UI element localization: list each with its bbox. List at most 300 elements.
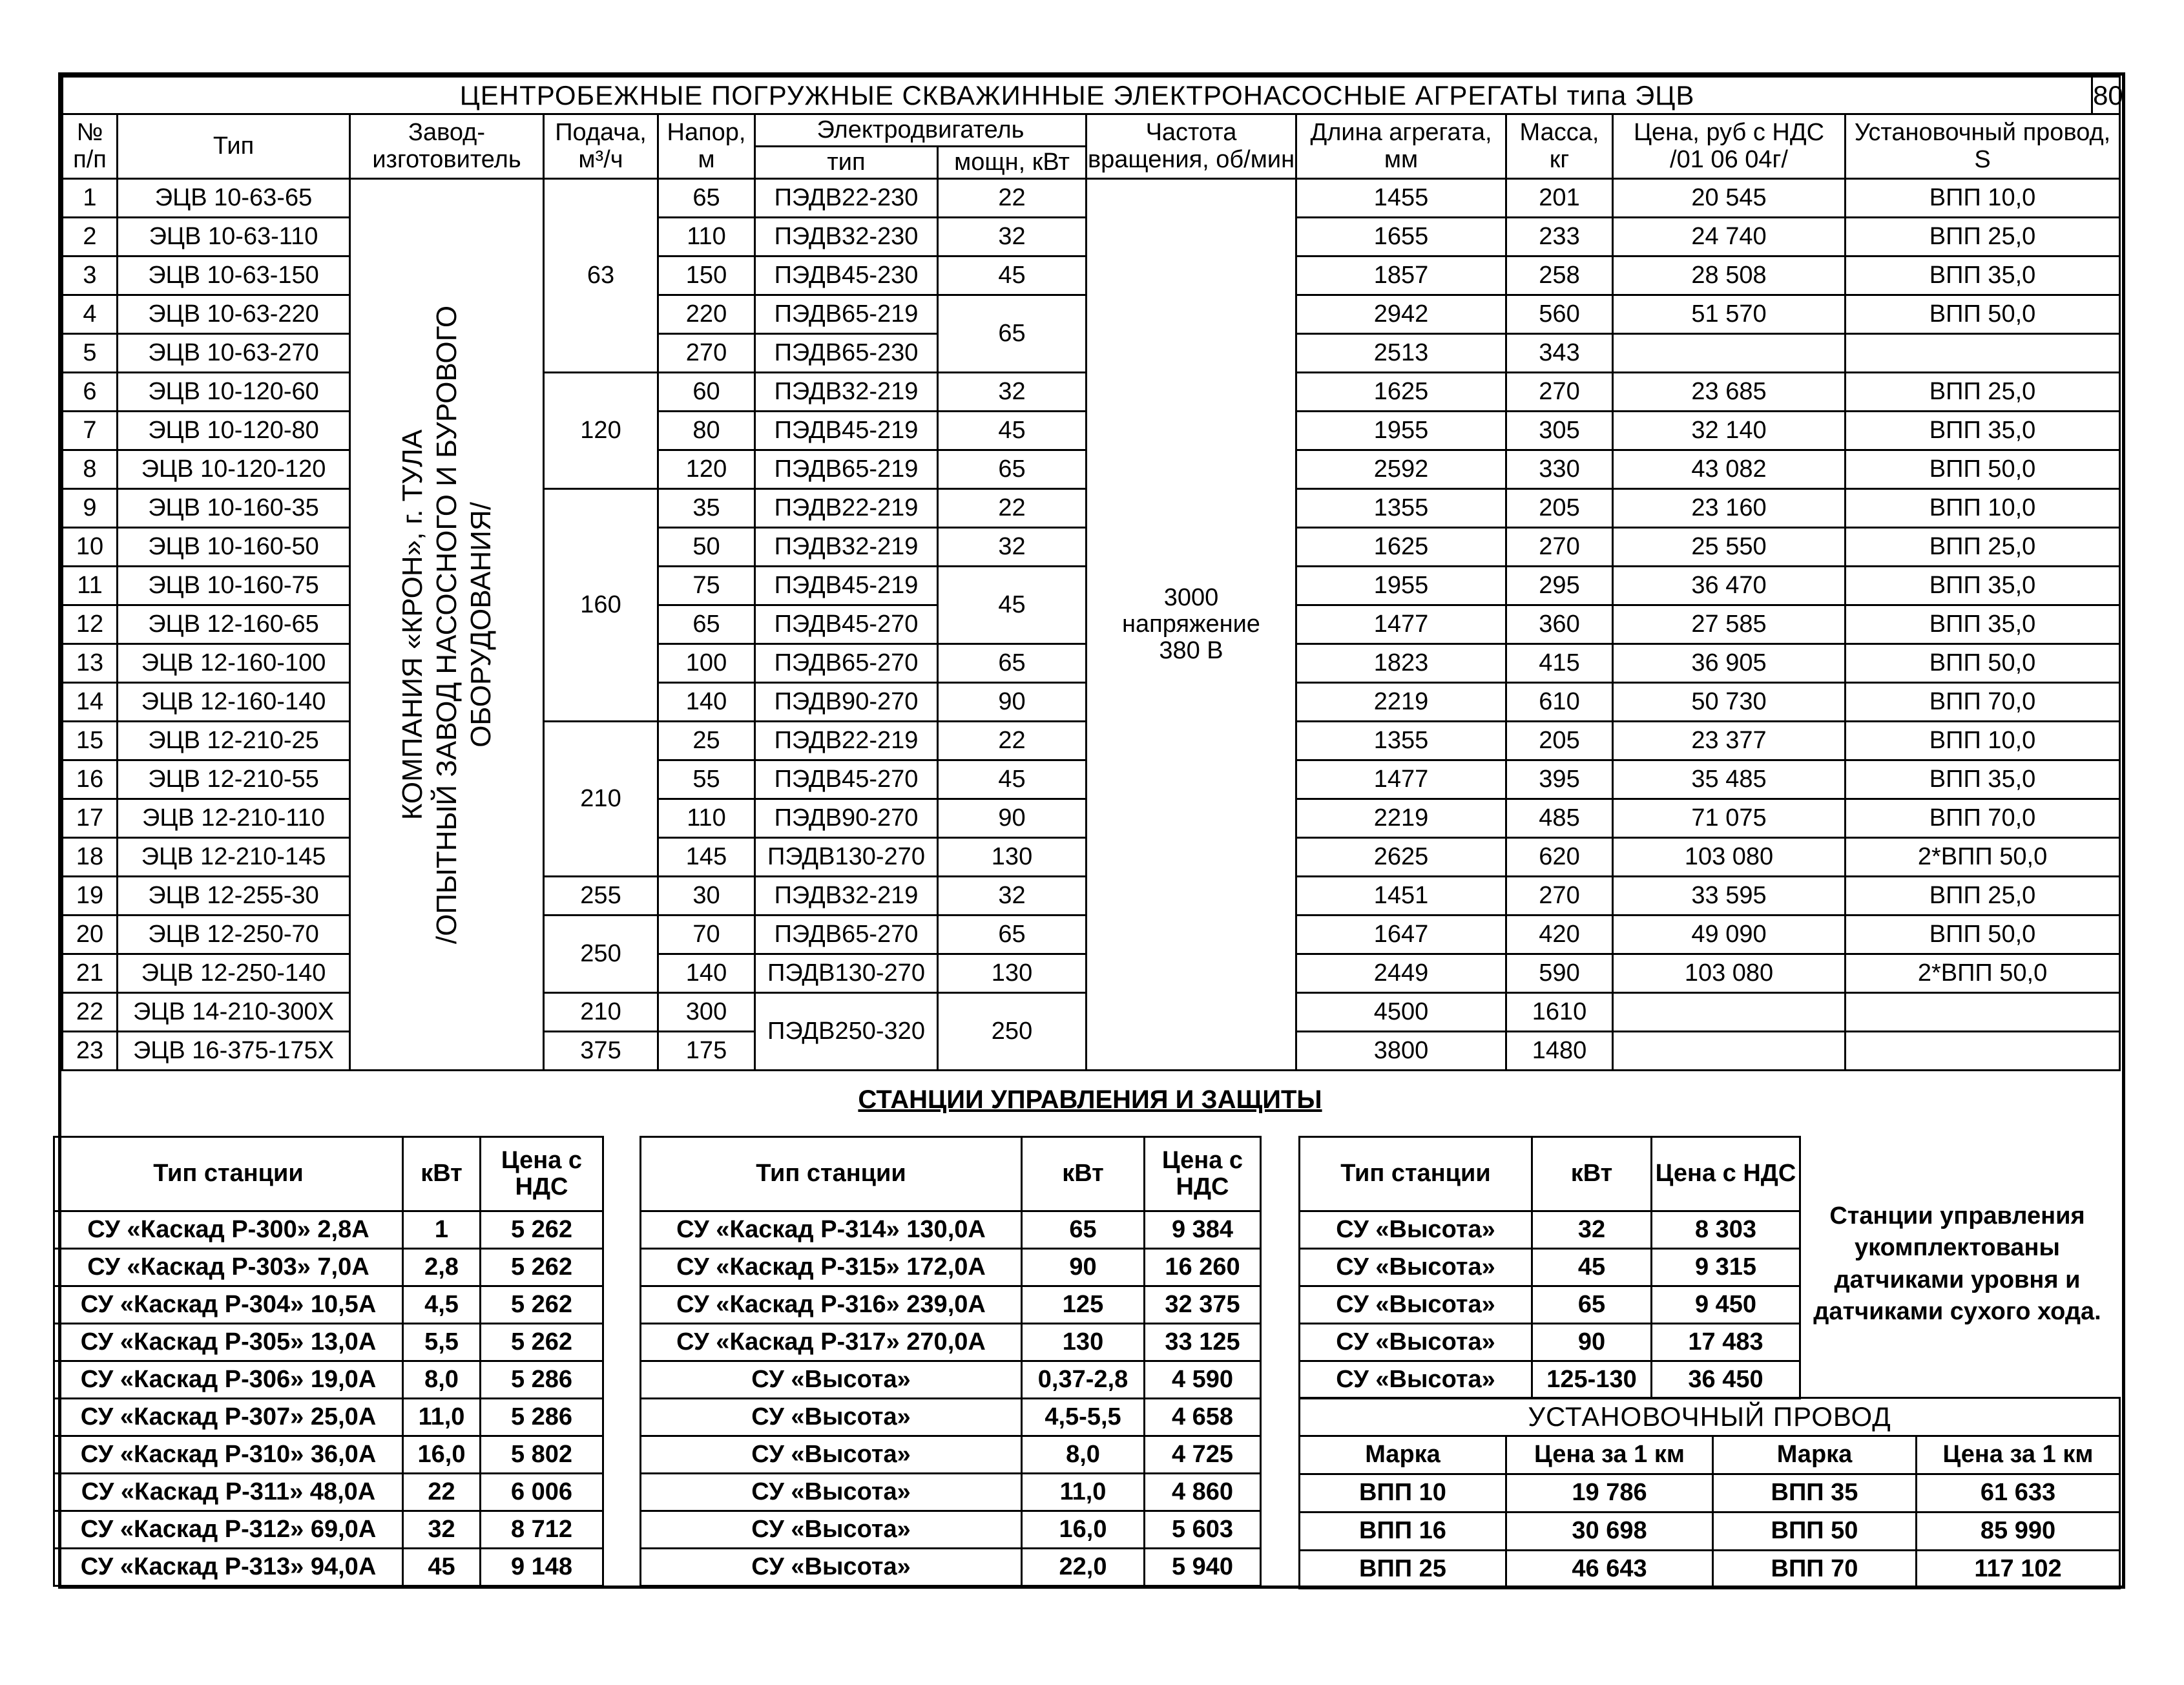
station-type: СУ «Каскад Р-316» 239,0А [641, 1286, 1022, 1324]
motor-type: ПЭДВ45-270 [755, 760, 938, 799]
pump-type: ЭЦВ 12-250-140 [118, 954, 350, 993]
price-value: 24 740 [1613, 218, 1846, 256]
price-value [1613, 993, 1846, 1032]
cable-mark: ВПП 70 [1713, 1551, 1917, 1589]
price-value: 35 485 [1613, 760, 1846, 799]
mass-value: 610 [1506, 683, 1613, 722]
cable-price: 61 633 [1917, 1474, 2120, 1512]
row-number: 2 [63, 218, 118, 256]
header-head: Напор, м [658, 114, 755, 179]
cable-value: ВПП 50,0 [1846, 295, 2120, 334]
station-type: СУ «Каскад Р-304» 10,5А [54, 1286, 403, 1324]
cable-table [1298, 1397, 2121, 1589]
head-value: 30 [658, 877, 755, 916]
station-type: СУ «Высота» [1300, 1324, 1532, 1361]
length-value: 2625 [1296, 838, 1506, 877]
motor-power: 32 [938, 528, 1087, 567]
rpm-text: 3000 напряжение 380 В [1122, 583, 1260, 665]
head-value: 120 [658, 450, 755, 489]
price-value: 33 595 [1613, 877, 1846, 916]
cable-header-mark: Марка [1300, 1436, 1506, 1474]
row-number: 13 [63, 644, 118, 683]
table-row [641, 1511, 1261, 1549]
station-price: 36 450 [1652, 1361, 1800, 1399]
cable-title: УСТАНОВОЧНЫЙ ПРОВОД [1300, 1398, 2120, 1436]
motor-type: ПЭДВ32-219 [755, 528, 938, 567]
cable-value: ВПП 35,0 [1846, 760, 2120, 799]
table-row [1300, 1324, 1800, 1361]
station-kw: 125-130 [1532, 1361, 1652, 1399]
stations-table-3 [1298, 1136, 1801, 1399]
cable-value: ВПП 25,0 [1846, 877, 2120, 916]
station-kw: 45 [403, 1549, 481, 1586]
station-type: СУ «Каскад Р-314» 130,0А [641, 1211, 1022, 1249]
table-row [54, 1211, 603, 1249]
head-value: 55 [658, 760, 755, 799]
station-price: 9 384 [1145, 1211, 1261, 1249]
price-value: 23 160 [1613, 489, 1846, 528]
motor-power: 65 [938, 295, 1087, 373]
flow-value: 250 [544, 916, 658, 993]
length-value: 1955 [1296, 412, 1506, 450]
cable-value: 2*ВПП 50,0 [1846, 838, 2120, 877]
pump-type: ЭЦВ 10-63-270 [118, 334, 350, 373]
price-value: 103 080 [1613, 954, 1846, 993]
table-title: ЦЕНТРОБЕЖНЫЕ ПОГРУЖНЫЕ СКВАЖИННЫЕ ЭЛЕКТРОНАСОСНЫЕ АГРЕГАТЫ типа ЭЦВ [63, 77, 2092, 114]
station-type: СУ «Высота» [641, 1549, 1022, 1586]
head-value: 100 [658, 644, 755, 683]
row-number: 21 [63, 954, 118, 993]
pump-rows [63, 179, 2120, 1071]
head-value: 220 [658, 295, 755, 334]
station-header-kw: кВт [1022, 1137, 1145, 1211]
head-value: 80 [658, 412, 755, 450]
head-value: 270 [658, 334, 755, 373]
pump-type: ЭЦВ 12-210-145 [118, 838, 350, 877]
cable-value: ВПП 10,0 [1846, 489, 2120, 528]
station-type: СУ «Высота» [1300, 1361, 1532, 1399]
table-row [54, 1474, 603, 1511]
table-row [1300, 1249, 1800, 1286]
pump-type: ЭЦВ 10-120-60 [118, 373, 350, 412]
station-kw: 45 [1532, 1249, 1652, 1286]
row-number: 11 [63, 567, 118, 605]
pump-type: ЭЦВ 12-160-65 [118, 605, 350, 644]
station-type: СУ «Высота» [641, 1361, 1022, 1399]
cable-mark: ВПП 16 [1300, 1512, 1506, 1551]
rpm-cell [1087, 179, 1296, 1071]
motor-type: ПЭДВ90-270 [755, 683, 938, 722]
flow-value: 210 [544, 722, 658, 877]
motor-type: ПЭДВ45-230 [755, 256, 938, 295]
motor-type: ПЭДВ130-270 [755, 838, 938, 877]
station-price: 5 940 [1145, 1549, 1261, 1586]
table-row [641, 1549, 1261, 1586]
motor-power: 250 [938, 993, 1087, 1071]
station-kw: 11,0 [403, 1399, 481, 1436]
length-value: 1625 [1296, 528, 1506, 567]
length-value: 1451 [1296, 877, 1506, 916]
stations-table-2 [640, 1136, 1262, 1587]
pump-type: ЭЦВ 10-160-35 [118, 489, 350, 528]
price-value: 71 075 [1613, 799, 1846, 838]
station-kw: 8,0 [1022, 1436, 1145, 1474]
length-value: 1477 [1296, 760, 1506, 799]
mass-value: 305 [1506, 412, 1613, 450]
station-price: 17 483 [1652, 1324, 1800, 1361]
price-value [1613, 1032, 1846, 1071]
table-row [641, 1286, 1261, 1324]
pump-type: ЭЦВ 12-160-140 [118, 683, 350, 722]
motor-power: 32 [938, 373, 1087, 412]
station-type: СУ «Каскад Р-305» 13,0А [54, 1324, 403, 1361]
head-value: 140 [658, 954, 755, 993]
row-number: 5 [63, 334, 118, 373]
station-header-price: Цена с НДС [1145, 1137, 1261, 1211]
price-value: 28 508 [1613, 256, 1846, 295]
pump-table [61, 76, 2121, 1071]
length-value: 4500 [1296, 993, 1506, 1032]
head-value: 35 [658, 489, 755, 528]
pump-type: ЭЦВ 14-210-300Х [118, 993, 350, 1032]
station-type: СУ «Каскад Р-306» 19,0А [54, 1361, 403, 1399]
header-length: Длина агрегата, мм [1296, 114, 1506, 179]
station-kw: 4,5 [403, 1286, 481, 1324]
station-kw: 5,5 [403, 1324, 481, 1361]
head-value: 150 [658, 256, 755, 295]
flow-value: 375 [544, 1032, 658, 1071]
head-value: 50 [658, 528, 755, 567]
cable-header-price: Цена за 1 км [1506, 1436, 1713, 1474]
pump-type: ЭЦВ 12-210-110 [118, 799, 350, 838]
station-header-type: Тип станции [641, 1137, 1022, 1211]
station-header-type: Тип станции [1300, 1137, 1532, 1211]
table-row [1300, 1551, 2120, 1589]
station-price: 33 125 [1145, 1324, 1261, 1361]
cable-price: 46 643 [1506, 1551, 1713, 1589]
header-rpm: Частота вращения, об/мин [1087, 114, 1296, 179]
station-kw: 22 [403, 1474, 481, 1511]
row-number: 22 [63, 993, 118, 1032]
station-type: СУ «Каскад Р-300» 2,8А [54, 1211, 403, 1249]
pump-type: ЭЦВ 10-63-220 [118, 295, 350, 334]
row-number: 17 [63, 799, 118, 838]
motor-power: 22 [938, 722, 1087, 760]
station-type: СУ «Каскад Р-313» 94,0А [54, 1549, 403, 1586]
price-value: 103 080 [1613, 838, 1846, 877]
mass-value: 270 [1506, 877, 1613, 916]
motor-type: ПЭДВ22-219 [755, 489, 938, 528]
page-number: 80 [2092, 77, 2120, 114]
mass-value: 270 [1506, 373, 1613, 412]
mass-value: 420 [1506, 916, 1613, 954]
mass-value: 270 [1506, 528, 1613, 567]
station-type: СУ «Каскад Р-307» 25,0А [54, 1399, 403, 1436]
station-type: СУ «Каскад Р-315» 172,0А [641, 1249, 1022, 1286]
row-number: 15 [63, 722, 118, 760]
row-number: 19 [63, 877, 118, 916]
motor-type: ПЭДВ32-230 [755, 218, 938, 256]
length-value: 1955 [1296, 567, 1506, 605]
price-value: 23 685 [1613, 373, 1846, 412]
table-row [641, 1249, 1261, 1286]
motor-type: ПЭДВ130-270 [755, 954, 938, 993]
station-kw: 16,0 [403, 1436, 481, 1474]
station-price: 32 375 [1145, 1286, 1261, 1324]
station-price: 5 286 [481, 1361, 603, 1399]
cable-value: ВПП 10,0 [1846, 179, 2120, 218]
price-value: 32 140 [1613, 412, 1846, 450]
station-kw: 11,0 [1022, 1474, 1145, 1511]
station-price: 5 262 [481, 1324, 603, 1361]
station-price: 5 802 [481, 1436, 603, 1474]
flow-value: 210 [544, 993, 658, 1032]
cable-header-mark: Марка [1713, 1436, 1917, 1474]
length-value: 2513 [1296, 334, 1506, 373]
station-price: 5 603 [1145, 1511, 1261, 1549]
cable-value: ВПП 70,0 [1846, 799, 2120, 838]
station-kw: 125 [1022, 1286, 1145, 1324]
pump-type: ЭЦВ 10-120-80 [118, 412, 350, 450]
stations-table-1 [53, 1136, 604, 1587]
cable-price: 30 698 [1506, 1512, 1713, 1551]
cable-mark: ВПП 35 [1713, 1474, 1917, 1512]
motor-type: ПЭДВ45-219 [755, 567, 938, 605]
station-price: 8 303 [1652, 1211, 1800, 1249]
length-value: 3800 [1296, 1032, 1506, 1071]
station-type: СУ «Высота» [641, 1399, 1022, 1436]
price-value: 20 545 [1613, 179, 1846, 218]
head-value: 110 [658, 218, 755, 256]
head-value: 110 [658, 799, 755, 838]
length-value: 2219 [1296, 799, 1506, 838]
mass-value: 201 [1506, 179, 1613, 218]
cable-mark: ВПП 25 [1300, 1551, 1506, 1589]
motor-power: 90 [938, 799, 1087, 838]
table-row [1300, 1474, 2120, 1512]
motor-power: 32 [938, 877, 1087, 916]
cable-value: ВПП 35,0 [1846, 567, 2120, 605]
cable-value: 2*ВПП 50,0 [1846, 954, 2120, 993]
header-factory: Завод-изготовитель [350, 114, 544, 179]
table-row [54, 1361, 603, 1399]
station-header-price: Цена с НДС [1652, 1137, 1800, 1211]
station-price: 4 860 [1145, 1474, 1261, 1511]
motor-type: ПЭДВ32-219 [755, 373, 938, 412]
motor-power: 22 [938, 179, 1087, 218]
head-value: 175 [658, 1032, 755, 1071]
mass-value: 330 [1506, 450, 1613, 489]
station-type: СУ «Высота» [1300, 1286, 1532, 1324]
mass-value: 343 [1506, 334, 1613, 373]
flow-value: 255 [544, 877, 658, 916]
price-value: 43 082 [1613, 450, 1846, 489]
price-value [1613, 334, 1846, 373]
motor-type: ПЭДВ65-219 [755, 295, 938, 334]
motor-type: ПЭДВ32-219 [755, 877, 938, 916]
station-price: 5 262 [481, 1211, 603, 1249]
pump-type: ЭЦВ 10-120-120 [118, 450, 350, 489]
mass-value: 1480 [1506, 1032, 1613, 1071]
flow-value: 160 [544, 489, 658, 722]
mass-value: 395 [1506, 760, 1613, 799]
station-kw: 4,5-5,5 [1022, 1399, 1145, 1436]
cable-value: ВПП 25,0 [1846, 373, 2120, 412]
header-motor-type: тип [755, 147, 938, 179]
cable-price: 117 102 [1917, 1551, 2120, 1589]
pump-type: ЭЦВ 10-63-150 [118, 256, 350, 295]
station-header-kw: кВт [1532, 1137, 1652, 1211]
mass-value: 1610 [1506, 993, 1613, 1032]
cable-value: ВПП 25,0 [1846, 528, 2120, 567]
cable-price: 85 990 [1917, 1512, 2120, 1551]
motor-power: 45 [938, 567, 1087, 644]
table-row [1300, 1512, 2120, 1551]
header-price: Цена, руб с НДС /01 06 04г/ [1613, 114, 1846, 179]
pump-type: ЭЦВ 10-160-75 [118, 567, 350, 605]
price-value: 36 470 [1613, 567, 1846, 605]
motor-power: 22 [938, 489, 1087, 528]
table-row [54, 1436, 603, 1474]
cable-value: ВПП 70,0 [1846, 683, 2120, 722]
row-number: 6 [63, 373, 118, 412]
station-kw: 90 [1532, 1324, 1652, 1361]
length-value: 2942 [1296, 295, 1506, 334]
head-value: 65 [658, 179, 755, 218]
motor-type: ПЭДВ65-270 [755, 916, 938, 954]
mass-value: 415 [1506, 644, 1613, 683]
length-value: 1355 [1296, 722, 1506, 760]
head-value: 65 [658, 605, 755, 644]
table-row [1300, 1211, 1800, 1249]
station-price: 5 286 [481, 1399, 603, 1436]
table-row [54, 1399, 603, 1436]
station-kw: 0,37-2,8 [1022, 1361, 1145, 1399]
head-value: 300 [658, 993, 755, 1032]
station-price: 6 006 [481, 1474, 603, 1511]
cable-value: ВПП 50,0 [1846, 644, 2120, 683]
motor-type: ПЭДВ90-270 [755, 799, 938, 838]
cable-value: ВПП 50,0 [1846, 916, 2120, 954]
length-value: 1477 [1296, 605, 1506, 644]
row-number: 18 [63, 838, 118, 877]
station-price: 8 712 [481, 1511, 603, 1549]
table-row [54, 1324, 603, 1361]
station-price: 16 260 [1145, 1249, 1261, 1286]
factory-name: КОМПАНИЯ «КРОН», г. ТУЛА /ОПЫТНЫЙ ЗАВОД НАСОСНОГО И БУРОВОГО ОБОРУДОВАНИЯ/ [396, 305, 496, 944]
mass-value: 620 [1506, 838, 1613, 877]
mass-value: 205 [1506, 489, 1613, 528]
table-row [54, 1511, 603, 1549]
table-row [1300, 1286, 1800, 1324]
station-type: СУ «Высота» [641, 1436, 1022, 1474]
mass-value: 233 [1506, 218, 1613, 256]
cable-value: ВПП 35,0 [1846, 605, 2120, 644]
cable-value: ВПП 35,0 [1846, 256, 2120, 295]
motor-power: 65 [938, 916, 1087, 954]
cable-header-price: Цена за 1 км [1917, 1436, 2120, 1474]
header-num: № п/п [63, 114, 118, 179]
header-motor: Электродвигатель [755, 114, 1087, 147]
motor-power: 65 [938, 644, 1087, 683]
table-row [641, 1361, 1261, 1399]
station-header-kw: кВт [403, 1137, 481, 1211]
station-kw: 65 [1532, 1286, 1652, 1324]
mass-value: 258 [1506, 256, 1613, 295]
motor-power: 45 [938, 256, 1087, 295]
price-value: 23 377 [1613, 722, 1846, 760]
head-value: 25 [658, 722, 755, 760]
table-row [54, 1286, 603, 1324]
table-row [54, 1549, 603, 1586]
station-header-type: Тип станции [54, 1137, 403, 1211]
cable-mark: ВПП 50 [1713, 1512, 1917, 1551]
row-number: 12 [63, 605, 118, 644]
cable-value [1846, 334, 2120, 373]
flow-value: 120 [544, 373, 658, 489]
station-kw: 2,8 [403, 1249, 481, 1286]
pump-type: ЭЦВ 10-63-65 [118, 179, 350, 218]
cable-value [1846, 993, 2120, 1032]
motor-power: 45 [938, 760, 1087, 799]
length-value: 1823 [1296, 644, 1506, 683]
station-type: СУ «Каскад Р-303» 7,0А [54, 1249, 403, 1286]
pump-type: ЭЦВ 12-255-30 [118, 877, 350, 916]
pump-type: ЭЦВ 16-375-175Х [118, 1032, 350, 1071]
row-number: 10 [63, 528, 118, 567]
station-kw: 65 [1022, 1211, 1145, 1249]
header-motor-power: мощн, кВт [938, 147, 1087, 179]
pump-type: ЭЦВ 10-63-110 [118, 218, 350, 256]
table-row [641, 1474, 1261, 1511]
station-type: СУ «Высота» [641, 1474, 1022, 1511]
price-value: 50 730 [1613, 683, 1846, 722]
station-kw: 32 [1532, 1211, 1652, 1249]
row-number: 20 [63, 916, 118, 954]
cable-value: ВПП 10,0 [1846, 722, 2120, 760]
mass-value: 360 [1506, 605, 1613, 644]
motor-type: ПЭДВ65-219 [755, 450, 938, 489]
station-price: 5 262 [481, 1249, 603, 1286]
header-cable: Установочный провод, S [1846, 114, 2120, 179]
header-mass: Масса, кг [1506, 114, 1613, 179]
station-kw: 90 [1022, 1249, 1145, 1286]
length-value: 1625 [1296, 373, 1506, 412]
motor-power: 130 [938, 838, 1087, 877]
table-row [641, 1436, 1261, 1474]
stations-note: Станции управления укомплектованы датчиками уровня и датчиками сухого хода. [1813, 1202, 2101, 1326]
price-value: 25 550 [1613, 528, 1846, 567]
motor-type: ПЭДВ65-230 [755, 334, 938, 373]
mass-value: 485 [1506, 799, 1613, 838]
cable-value: ВПП 35,0 [1846, 412, 2120, 450]
price-value: 51 570 [1613, 295, 1846, 334]
row-number: 8 [63, 450, 118, 489]
motor-power: 130 [938, 954, 1087, 993]
header-type: Тип [118, 114, 350, 179]
station-kw: 1 [403, 1211, 481, 1249]
station-price: 9 450 [1652, 1286, 1800, 1324]
motor-type: ПЭДВ250-320 [755, 993, 938, 1071]
factory-cell [350, 179, 544, 1071]
length-value: 1647 [1296, 916, 1506, 954]
station-type: СУ «Каскад Р-310» 36,0А [54, 1436, 403, 1474]
row-number: 1 [63, 179, 118, 218]
station-kw: 8,0 [403, 1361, 481, 1399]
head-value: 75 [658, 567, 755, 605]
cable-mark: ВПП 10 [1300, 1474, 1506, 1512]
station-price: 9 148 [481, 1549, 603, 1586]
